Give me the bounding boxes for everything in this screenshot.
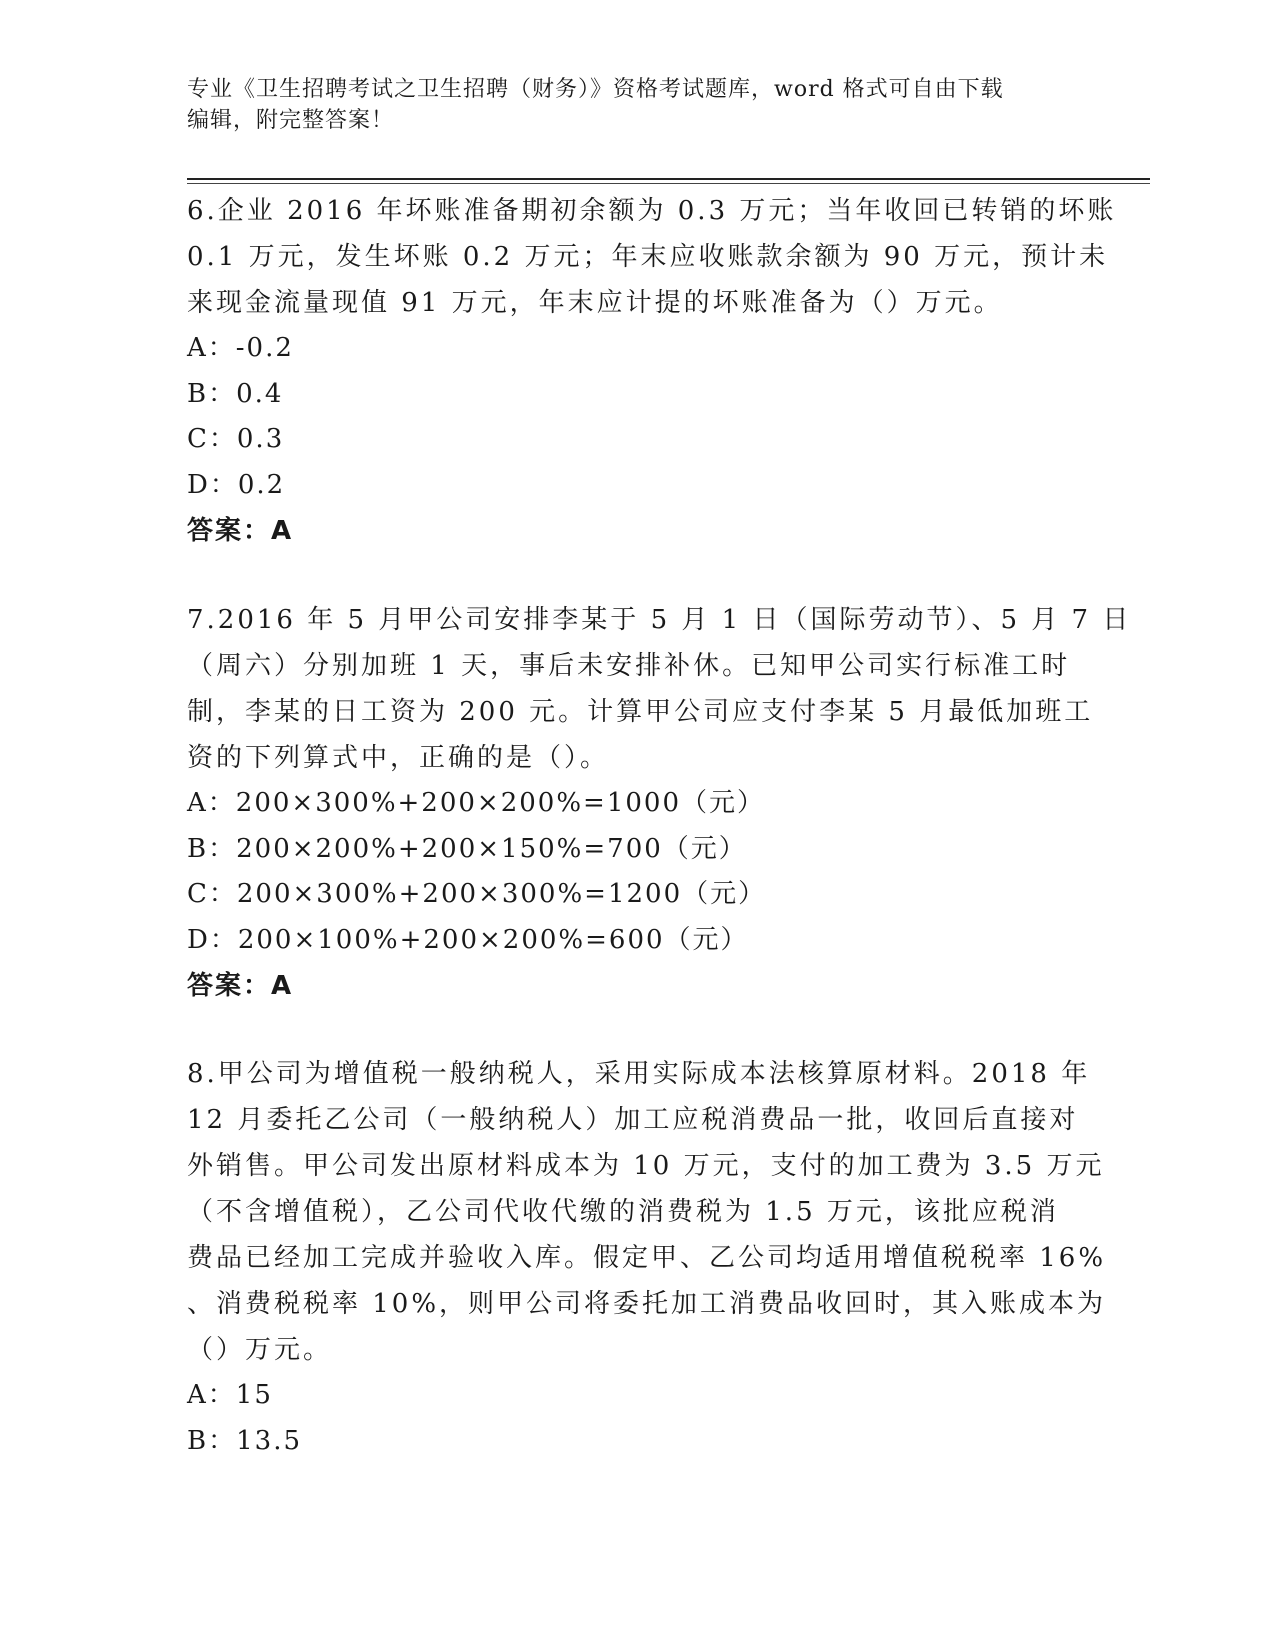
question-text-line: 0.1 万元，发生坏账 0.2 万元；年末应收账款余额为 90 万元，预计未 xyxy=(187,242,1109,272)
answer-line: 答案：A xyxy=(187,971,294,1001)
option-a: A：200×300%+200×200%=1000（元） xyxy=(187,788,765,818)
option-d: D：0.2 xyxy=(187,469,286,500)
question-text-line: 、消费税税率 10%，则甲公司将委托加工消费品收回时，其入账成本为 xyxy=(187,1289,1107,1319)
option-b: B：13.5 xyxy=(187,1425,302,1456)
question-text-line: （）万元。 xyxy=(187,1335,333,1365)
question-text-line: 6.企业 2016 年坏账准备期初余额为 0.3 万元；当年收回已转销的坏账 xyxy=(187,196,1117,226)
question-text-line: 来现金流量现值 91 万元，年末应计提的坏账准备为（）万元。 xyxy=(187,288,1003,318)
option-b: B：200×200%+200×150%=700（元） xyxy=(187,833,747,864)
question-text-line: 资的下列算式中，正确的是（）。 xyxy=(187,743,610,773)
option-a: A：-0.2 xyxy=(187,333,294,363)
question-7 xyxy=(187,597,1132,1009)
question-8 xyxy=(187,1051,1107,1464)
option-d: D：200×100%+200×200%=600（元） xyxy=(187,924,749,955)
option-a: A：15 xyxy=(187,1380,273,1410)
header-line: 专业《卫生招聘考试之卫生招聘（财务）》资格考试题库，word 格式可自由下载 xyxy=(187,77,1004,102)
header-divider-thin xyxy=(187,183,1150,184)
document-header xyxy=(187,74,1067,136)
question-text-line: （周六）分别加班 1 天，事后未安排补休。已知甲公司实行标准工时 xyxy=(187,651,1071,681)
header-divider-thick xyxy=(187,178,1150,180)
question-text-line: 12 月委托乙公司（一般纳税人）加工应税消费品一批，收回后直接对 xyxy=(187,1105,1079,1135)
option-b: B：0.4 xyxy=(187,378,284,409)
header-line: 编辑，附完整答案！ xyxy=(187,108,395,133)
question-text-line: （不含增值税），乙公司代收代缴的消费税为 1.5 万元，该批应税消 xyxy=(187,1197,1059,1227)
answer-line: 答案：A xyxy=(187,516,294,546)
question-text-line: 制，李某的日工资为 200 元。计算甲公司应支付李某 5 月最低加班工 xyxy=(187,697,1094,727)
question-text-line: 7.2016 年 5 月甲公司安排李某于 5 月 1 日（国际劳动节）、5 月 7 日 xyxy=(187,605,1132,635)
option-c: C：0.3 xyxy=(187,424,285,454)
question-text-line: 外销售。甲公司发出原材料成本为 10 万元，支付的加工费为 3.5 万元 xyxy=(187,1151,1105,1181)
option-c: C：200×300%+200×300%=1200（元） xyxy=(187,879,767,909)
question-text-line: 费品已经加工完成并验收入库。假定甲、乙公司均适用增值税税率 16% xyxy=(187,1243,1107,1273)
question-text-line: 8.甲公司为增值税一般纳税人，采用实际成本法核算原材料。2018 年 xyxy=(187,1059,1091,1089)
question-6 xyxy=(187,188,1117,554)
